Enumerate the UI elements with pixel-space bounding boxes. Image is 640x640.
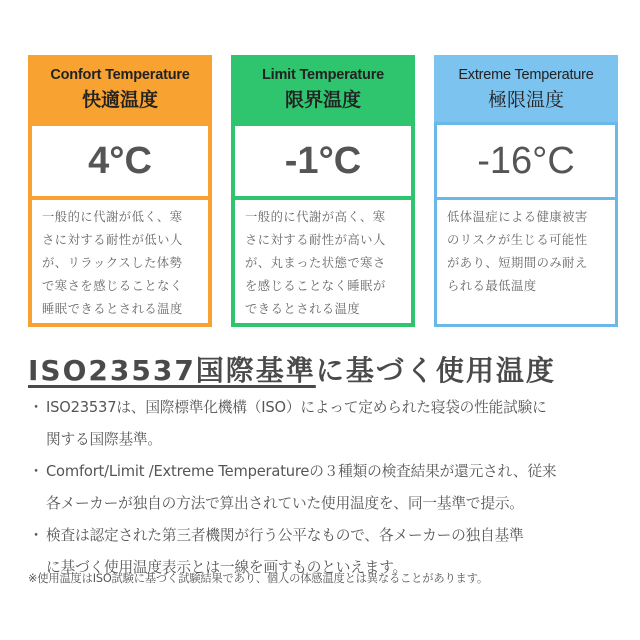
bullet-line: 関する国際基準。 bbox=[46, 431, 162, 448]
description-line: さに対する耐性が高い人 bbox=[245, 233, 386, 247]
bullet-marker: ・ bbox=[28, 399, 44, 416]
card-description bbox=[28, 200, 212, 327]
card-header bbox=[434, 55, 618, 122]
description-line: 低体温症による健康被害 bbox=[447, 210, 588, 224]
description-line: られる最低温度 bbox=[447, 279, 537, 293]
temperature-value-box bbox=[434, 122, 618, 200]
headline-underlined: ISO23537国際基準 bbox=[28, 354, 316, 387]
temperature-value-box bbox=[28, 122, 212, 200]
temperature-value: -16°C bbox=[477, 139, 575, 182]
temperature-cards bbox=[28, 55, 618, 327]
card-title-ja: 極限温度 bbox=[487, 88, 564, 111]
card-limit-temperature bbox=[231, 55, 415, 327]
card-title-ja: 快適温度 bbox=[81, 88, 158, 111]
section-headline bbox=[28, 349, 556, 389]
card-description bbox=[231, 200, 415, 327]
description-line: が、リラックスした体勢 bbox=[42, 256, 183, 270]
description-line: を感じることなく睡眠が bbox=[245, 279, 386, 293]
description-line: で寒さを感じることなく bbox=[42, 279, 183, 293]
bullet-line: 検査は認定された第三者機関が行う公平なもので、各メーカーの独自基準 bbox=[46, 527, 524, 544]
description-line: さに対する耐性が低い人 bbox=[42, 233, 183, 247]
card-header bbox=[231, 55, 415, 122]
card-title-en: Confort Temperature bbox=[50, 66, 190, 83]
description-line: 一般的に代謝が低く、寒 bbox=[42, 210, 183, 224]
description-line: 一般的に代謝が高く、寒 bbox=[245, 210, 386, 224]
description-line: できるとされる温度 bbox=[245, 302, 361, 316]
temperature-value: 4°C bbox=[88, 139, 152, 182]
description-line: が、丸まった状態で寒さ bbox=[245, 256, 386, 270]
card-header bbox=[28, 55, 212, 122]
bullet-line: Comfort/Limit /Extreme Temperatureの３種類の検査結果が還元され、従来 bbox=[46, 463, 557, 480]
bullet-line: ISO23537は、国際標準化機構（ISO）によって定められた寝袋の性能試験に bbox=[46, 399, 547, 416]
bullet-item bbox=[26, 456, 626, 520]
card-description bbox=[434, 200, 618, 327]
bullet-marker: ・ bbox=[28, 463, 44, 480]
description-line: 睡眠できるとされる温度 bbox=[42, 302, 183, 316]
description-line: のリスクが生じる可能性 bbox=[447, 233, 588, 247]
bullet-list bbox=[26, 392, 626, 584]
card-title-en: Limit Temperature bbox=[261, 66, 385, 83]
card-extreme-temperature bbox=[434, 55, 618, 327]
bullet-marker: ・ bbox=[28, 527, 44, 544]
temperature-value-box bbox=[231, 122, 415, 200]
bullet-item bbox=[26, 392, 626, 456]
headline-rest: に基づく使用温度 bbox=[315, 354, 556, 387]
bullet-line: 各メーカーが独自の方法で算出されていた使用温度を、同一基準で提示。 bbox=[46, 495, 524, 512]
card-title-en: Extreme Temperature bbox=[458, 66, 594, 83]
description-line: があり、短期間のみ耐え bbox=[447, 256, 588, 270]
footnote: ※使用温度はISO試験に基づく試験結果であり、個人の体感温度とは異なることがあります。 bbox=[28, 572, 488, 585]
card-title-ja: 限界温度 bbox=[284, 88, 361, 111]
bullet-line: に基づく使用温度表示とは一線を画すものといえます。 bbox=[46, 559, 408, 576]
temperature-value: -1°C bbox=[284, 139, 362, 182]
card-comfort-temperature bbox=[28, 55, 212, 327]
